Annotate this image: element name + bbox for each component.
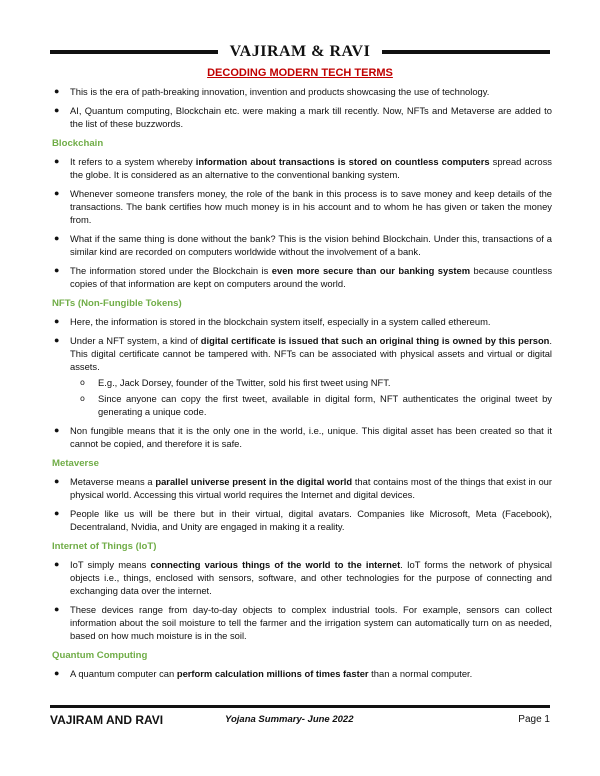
bullet-item [52, 315, 552, 328]
section-title: Internet of Things (IoT) [52, 541, 157, 552]
bullet-text [70, 604, 552, 641]
page-footer [50, 705, 550, 733]
section-list [52, 155, 552, 290]
bullet-icon: ● [54, 604, 60, 614]
bullet-item [52, 85, 552, 98]
bold-text: parallel universe present in the digital world [155, 476, 353, 487]
bullet-icon: ● [54, 559, 60, 569]
sub-bullet-icon: o [80, 378, 85, 387]
bullet-item [52, 667, 552, 680]
bullet-item [52, 104, 552, 130]
bullet-text [70, 86, 489, 97]
bullet-text [70, 316, 491, 327]
text-run: People like us will be there but in their virtual, digital avatars. Companies like Microsoft, Meta (Facebook), Decentraland, Nvidia, and Unity are engaged in making it a reality. [70, 508, 552, 532]
brand-name: VAJIRAM & RAVI [229, 43, 371, 60]
bullet-text [70, 335, 552, 372]
bullet-text [70, 105, 552, 129]
text-run: A quantum computer can [70, 668, 177, 679]
text-run: Non fungible means that it is the only one in the world, i.e., unique. This digital asset has been created so that it cannot be copied, and therefore it is safe. [70, 425, 552, 449]
text-run: This is the era of path-breaking innovation, invention and products showcasing the use of technology. [70, 86, 490, 97]
section-title: Quantum Computing [52, 650, 148, 661]
bullet-item [52, 187, 552, 226]
section-list [52, 475, 552, 533]
text-run: because countless copies of that information are kept on computers around the world. [70, 265, 553, 289]
text-run: IoT simply means [70, 559, 151, 570]
text-run: Here, the information is stored in the blockchain system itself, especially in a system called ethereum. [70, 316, 491, 327]
footer-edition: Yojana Summary- June 2022 [225, 714, 354, 725]
bullet-icon: ● [54, 425, 60, 435]
bullet-item [52, 264, 552, 290]
bullet-item [52, 507, 552, 533]
bold-text: perform calculation millions of times faster [176, 668, 369, 679]
section-title: NFTs (Non-Fungible Tokens) [52, 298, 182, 309]
page-number: Page 1 [518, 714, 550, 725]
text-run: What if the same thing is done without the bank? This is the vision behind Blockchain. Under this, transactions of a similar kind are recorded on computers worldwide without the involvement of a bank. [70, 233, 552, 257]
text-run: spread across the globe. It is considered as an alternative to the conventional banking system. [70, 156, 552, 180]
bullet-text [70, 668, 472, 679]
text-run: AI, Quantum computing, Blockchain etc. were making a mark till recently. Now, NFTs and Metaverse are added to the list of these buzzwords. [70, 105, 552, 129]
text-run: Whenever someone transfers money, the role of the bank in this process is to save money and keep details of the transactions. The bank certifies how much money is in his account and to whom he has given or taken the money from. [70, 188, 552, 225]
text-run: that contains most of the things that exist in our physical world. Accessing this virtual world requires the Internet and digital devices. [70, 476, 553, 500]
text-run: . This digital certificate cannot be tampered with. NFTs can be associated with physical assets and virtual or digital assets. [70, 335, 553, 372]
text-run: These devices range from day-to-day objects to complex industrial tools. For example, sensors can collect information about the soil moisture to tell the farmer and the irrigation system can automatically turn on as needed, based on how much moisture is in the soil. [70, 604, 552, 641]
bold-text: even more secure than our banking system [271, 265, 471, 276]
document-title: DECODING MODERN TECH TERMS [207, 67, 393, 79]
bullet-item [52, 155, 552, 181]
bullet-icon: ● [54, 668, 60, 678]
bullet-item [52, 424, 552, 450]
bullet-icon: ● [54, 476, 60, 486]
bold-text: connecting various things of the world to the internet [150, 559, 401, 570]
sub-list [70, 376, 552, 418]
sub-item-text: E.g., Jack Dorsey, founder of the Twitter, sold his first tweet using NFT. [98, 377, 391, 388]
bullet-item [52, 232, 552, 258]
bullet-text [70, 425, 552, 449]
text-run: It refers to a system whereby [70, 156, 196, 167]
section-title: Metaverse [52, 458, 99, 469]
text-run: The information stored under the Blockchain is [70, 265, 272, 276]
sub-item [70, 376, 552, 389]
bullet-icon: ● [54, 188, 60, 198]
bullet-text [70, 559, 552, 596]
bullet-icon: ● [54, 156, 60, 166]
sub-item-text: Since anyone can copy the first tweet, available in digital form, NFT authenticates the original tweet by generating a unique code. [98, 393, 552, 417]
text-run: Under a NFT system, a kind of [70, 335, 201, 346]
bold-text: digital certificate is issued that such an original thing is owned by this person [200, 335, 550, 346]
bullet-item [52, 603, 552, 642]
bullet-icon: ● [54, 265, 60, 275]
bullet-icon: ● [54, 86, 60, 96]
sub-item [70, 392, 552, 418]
section-list [52, 315, 552, 450]
document-body [52, 85, 552, 686]
bullet-text [70, 265, 552, 289]
bullet-icon: ● [54, 508, 60, 518]
footer-brand: VAJIRAM AND RAVI [50, 713, 164, 727]
bullet-icon: ● [54, 335, 60, 345]
sections [52, 137, 552, 680]
bullet-icon: ● [54, 105, 60, 115]
text-run: . IoT forms the network of physical objects i.e., things, enclosed with sensors, software, and other technologies for the purpose of connecting and exchanging data over the internet. [70, 559, 552, 596]
footer-rule [50, 705, 550, 708]
text-run: Metaverse means a [70, 476, 156, 487]
section-title: Blockchain [52, 138, 104, 149]
sub-bullet-icon: o [80, 394, 85, 403]
section-list [52, 558, 552, 642]
intro-list [52, 85, 552, 130]
bullet-text [70, 188, 552, 225]
bold-text: information about transactions is stored on countless computers [195, 156, 490, 167]
bullet-item [52, 334, 552, 418]
bullet-icon: ● [54, 316, 60, 326]
bullet-icon: ● [54, 233, 60, 243]
text-run: than a normal computer. [368, 668, 473, 679]
bullet-item [52, 475, 552, 501]
bullet-item [52, 558, 552, 597]
bullet-text [70, 233, 552, 257]
section-list [52, 667, 552, 680]
bullet-text [70, 156, 552, 180]
bullet-text [70, 476, 552, 500]
bullet-text [70, 508, 552, 532]
page-header [50, 42, 550, 64]
